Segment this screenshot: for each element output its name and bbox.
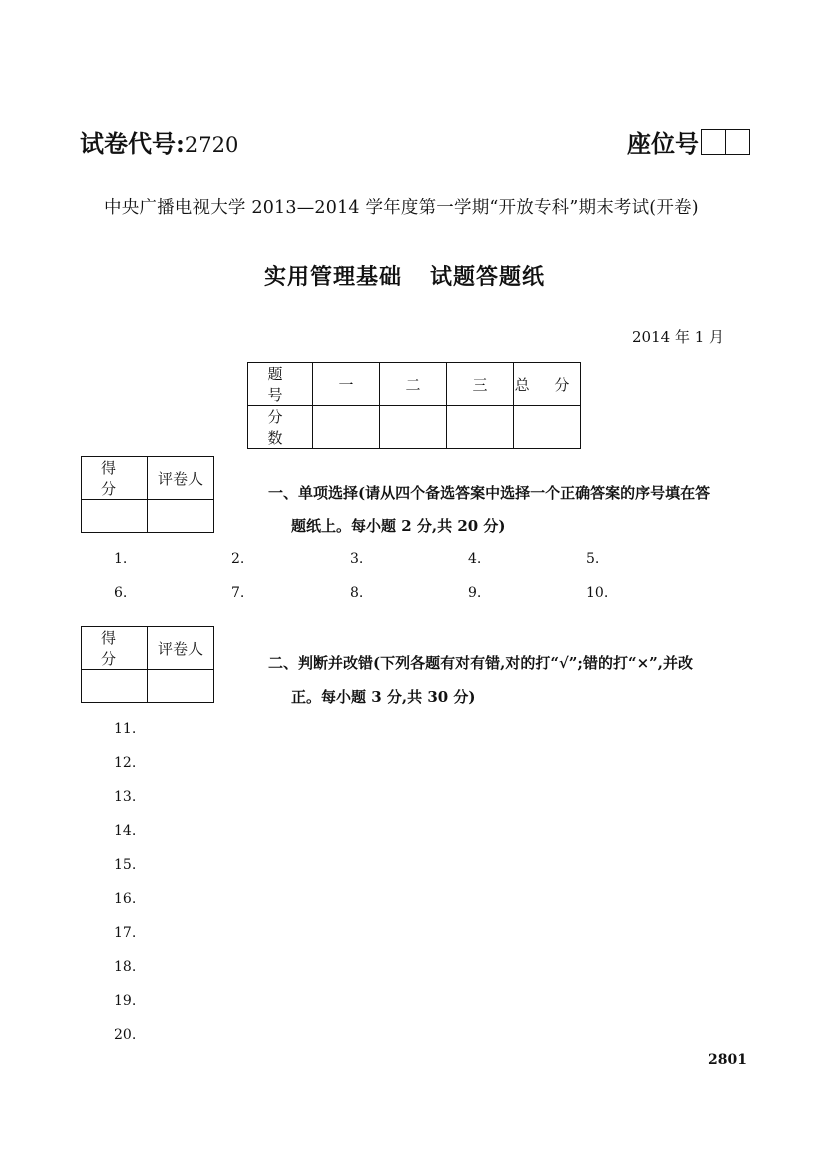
grader-entry-cell[interactable] [148,670,214,703]
answer-item[interactable]: 7. [231,585,245,601]
grader-label: 评卷人 [148,627,214,670]
grader-label: 评卷人 [148,457,214,500]
answer-item[interactable]: 5. [586,551,600,567]
seat-number-boxes[interactable] [701,129,750,155]
answer-item[interactable]: 8. [350,585,364,601]
score-table [247,362,581,449]
exam-date: 2014 年 1 月 [632,328,725,346]
seat-label: 座位号 [627,129,699,158]
paper-code [80,124,238,159]
score-table-header-cell: 总 分 [514,363,581,406]
answer-item[interactable]: 2. [231,551,245,567]
score-table-header-cell: 二 [380,363,447,406]
answer-item[interactable]: 20. [114,1027,137,1043]
score-table-score-row [248,406,581,449]
score-table-header-cell: 三 [447,363,514,406]
answer-item[interactable]: 9. [468,585,482,601]
answer-item[interactable]: 13. [114,789,137,805]
answer-item[interactable]: 18. [114,959,137,975]
score-cell[interactable] [380,406,447,449]
answer-item[interactable]: 12. [114,755,137,771]
answer-item[interactable]: 6. [114,585,128,601]
score-cell[interactable] [313,406,380,449]
paper-code-label: 试卷代号: [80,129,185,158]
score-table-header-cell: 题 号 [248,363,313,406]
answer-item[interactable]: 4. [468,551,482,567]
subject-title [264,260,545,291]
page-number: 2801 [708,1052,747,1068]
answer-item[interactable]: 17. [114,925,137,941]
subject-name: 实用管理基础 [264,264,403,290]
score-cell[interactable] [514,406,581,449]
score-label: 得 分 [82,457,148,500]
score-entry-cell[interactable] [82,670,148,703]
score-label: 得 分 [82,627,148,670]
answer-item[interactable]: 16. [114,891,137,907]
answer-item[interactable]: 15. [114,857,137,873]
answer-item[interactable]: 11. [114,721,137,737]
paper-code-number: 2720 [184,133,239,157]
section-2-heading: 二、判断并改错(下列各题有对有错,对的打“√”;错的打“×”,并改 [268,654,694,672]
grader-box-section-1 [81,456,214,533]
section-1-heading: 一、单项选择(请从四个备选答案中选择一个正确答案的序号填在答 [268,484,711,502]
score-cell[interactable] [447,406,514,449]
answer-item[interactable]: 14. [114,823,137,839]
section-1-instructions: 题纸上。每小题 2 分,共 20 分) [291,517,506,535]
answer-item[interactable]: 3. [350,551,364,567]
score-table-header-cell: 一 [313,363,380,406]
score-entry-cell[interactable] [82,500,148,533]
sheet-title: 试题答题纸 [430,264,546,290]
answer-item[interactable]: 10. [586,585,609,601]
score-table-header-row [248,363,581,406]
answer-item[interactable]: 19. [114,993,137,1009]
seat-number [627,124,750,159]
grader-box-section-2 [81,626,214,703]
answer-item[interactable]: 1. [114,551,128,567]
exam-title: 中央广播电视大学 2013—2014 学年度第一学期“开放专科”期末考试(开卷) [104,198,699,218]
score-row-label: 分 数 [248,406,313,449]
section-2-instructions: 正。每小题 3 分,共 30 分) [291,688,476,706]
grader-entry-cell[interactable] [148,500,214,533]
